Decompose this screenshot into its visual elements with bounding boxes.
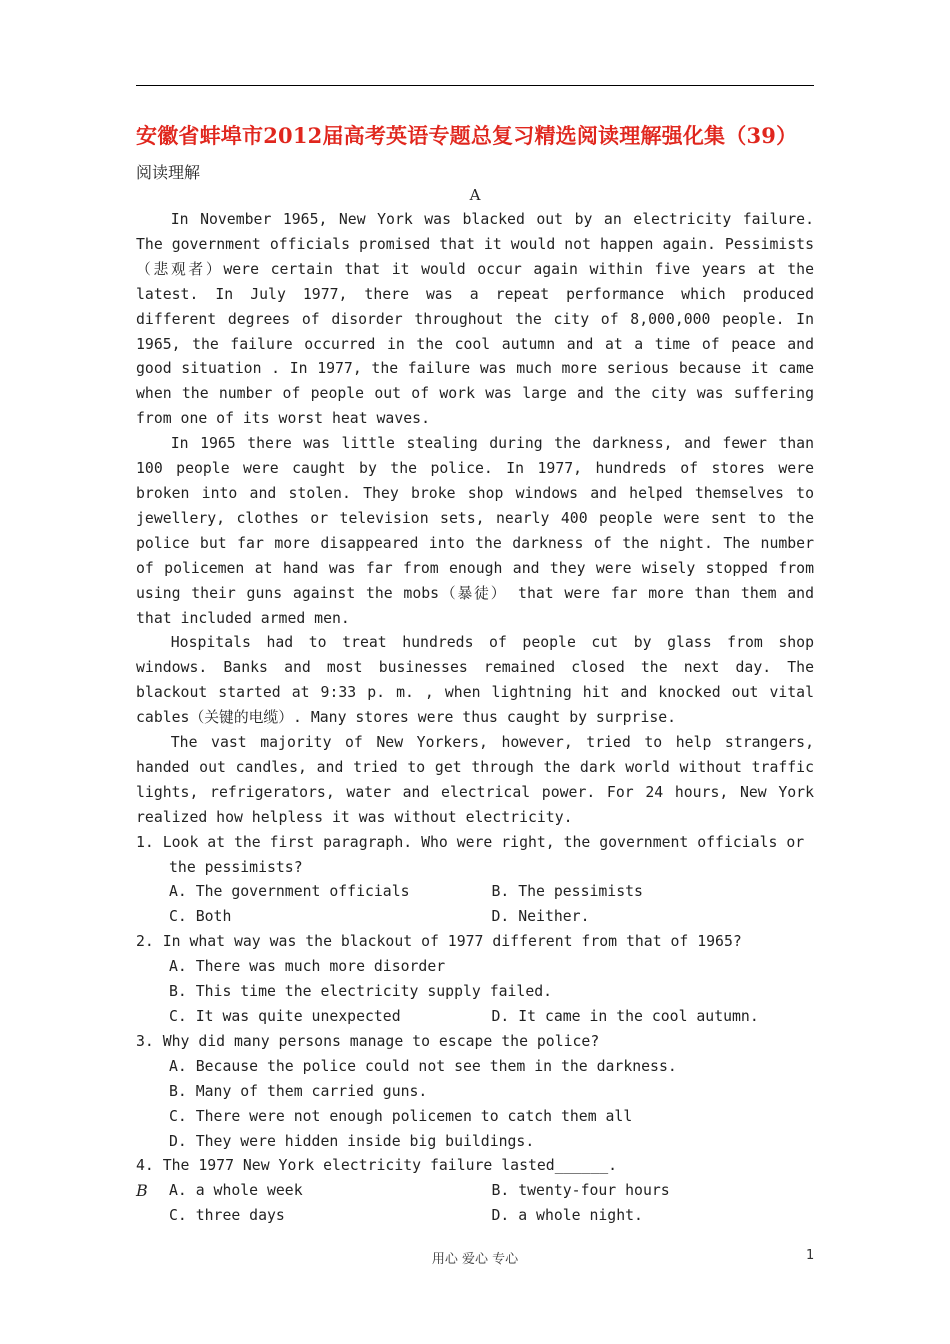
option-a: A. a whole week <box>169 1182 303 1200</box>
header-rule <box>136 85 814 86</box>
page-number: 1 <box>806 1248 815 1263</box>
passage-paragraph: In November 1965, New York was blacked out by an electricity failure. The government officials promised that it would not happen again. Pessimists（悲观者）were certain that it would occur again within five years at the latest. In July 1977, there was a repeat performance which produced different degrees of disorder throughout the city of 8,000,000 people. In 1965, the failure occurred in the cool autumn and at a time of peace and good situation . In 1977, the failure was much more serious because it came when the number of people out of work was large and the city was suffering from one of its worst heat waves. <box>136 211 814 428</box>
question-stem: 2. In what way was the blackout of 1977 different from that of 1965? <box>136 933 742 951</box>
option-b: B. twenty-four hours <box>491 1182 670 1200</box>
question-3 <box>136 1030 814 1155</box>
option-a: A. Because the police could not see them in the darkness. <box>169 1057 677 1075</box>
option-d: D. Neither. <box>491 908 590 926</box>
question-4 <box>136 1154 814 1229</box>
question-options <box>136 955 814 1030</box>
question-stem: 4. The 1977 New York electricity failure lasted______. <box>136 1157 618 1175</box>
option-c: C. It was quite unexpected <box>169 1008 401 1025</box>
option-c: C. three days <box>169 1207 285 1225</box>
question-stem: 1. Look at the first paragraph. Who were right, the government officials or the pessimists? <box>136 833 805 876</box>
page-footer: 用心 爱心 专心 <box>431 1252 519 1267</box>
passage-label: A <box>469 186 481 204</box>
option-b: B. This time the electricity supply failed. <box>169 983 553 1001</box>
option-c: C. Both <box>169 908 232 926</box>
passage-paragraph: The vast majority of New Yorkers, however, tried to help strangers, handed out candles, and tried to get through the dark world without traffic lights, refrigerators, water and electrical power. For 24 hours, New York realized how helpless it was without electricity. <box>136 734 814 826</box>
question-1 <box>136 831 814 931</box>
question-options <box>136 880 814 930</box>
document-title: 安徽省蚌埠市2012届高考英语专题总复习精选阅读理解强化集（39） <box>136 123 798 148</box>
option-a: A. There was much more disorder <box>169 958 446 976</box>
passage-paragraph: Hospitals had to treat hundreds of people cut by glass from shop windows. Banks and most businesses remained closed the next day. The blackout started at 9:33 p. m. , when lightning hit and knocked out vital cables（关键的电缆）. Many stores were thus caught by surprise. <box>136 634 814 727</box>
question-options <box>136 1055 814 1155</box>
option-d: D. It came in the cool autumn. <box>491 1008 759 1025</box>
option-d: D. a whole night. <box>491 1207 643 1225</box>
passage-paragraph: In 1965 there was little stealing during the darkness, and fewer than 100 people were caught by the police. In 1977, hundreds of stores were broken into and stolen. They broke shop windows and helped themselves to jewellery, clothes or television sets, nearly 400 people were sent to the police but far more disappeared into the darkness of the night. The number of policemen at hand was far from enough and they were wisely stopped from using their guns against the mobs（暴徒） that were far more than them and that included armed men. <box>136 435 814 627</box>
option-b: B. The pessimists <box>491 883 643 901</box>
option-c: C. There were not enough policemen to catch them all <box>169 1107 633 1125</box>
question-2 <box>136 930 814 1030</box>
option-d: D. They were hidden inside big buildings. <box>169 1132 535 1150</box>
section-heading: 阅读理解 <box>136 163 201 182</box>
document-body <box>136 208 814 1229</box>
question-stem: 3. Why did many persons manage to escape the police? <box>136 1032 600 1050</box>
option-a: A. The government officials <box>169 883 410 901</box>
next-passage-label: B <box>136 1181 148 1200</box>
question-options <box>136 1179 814 1229</box>
option-b: B. Many of them carried guns. <box>169 1082 428 1100</box>
